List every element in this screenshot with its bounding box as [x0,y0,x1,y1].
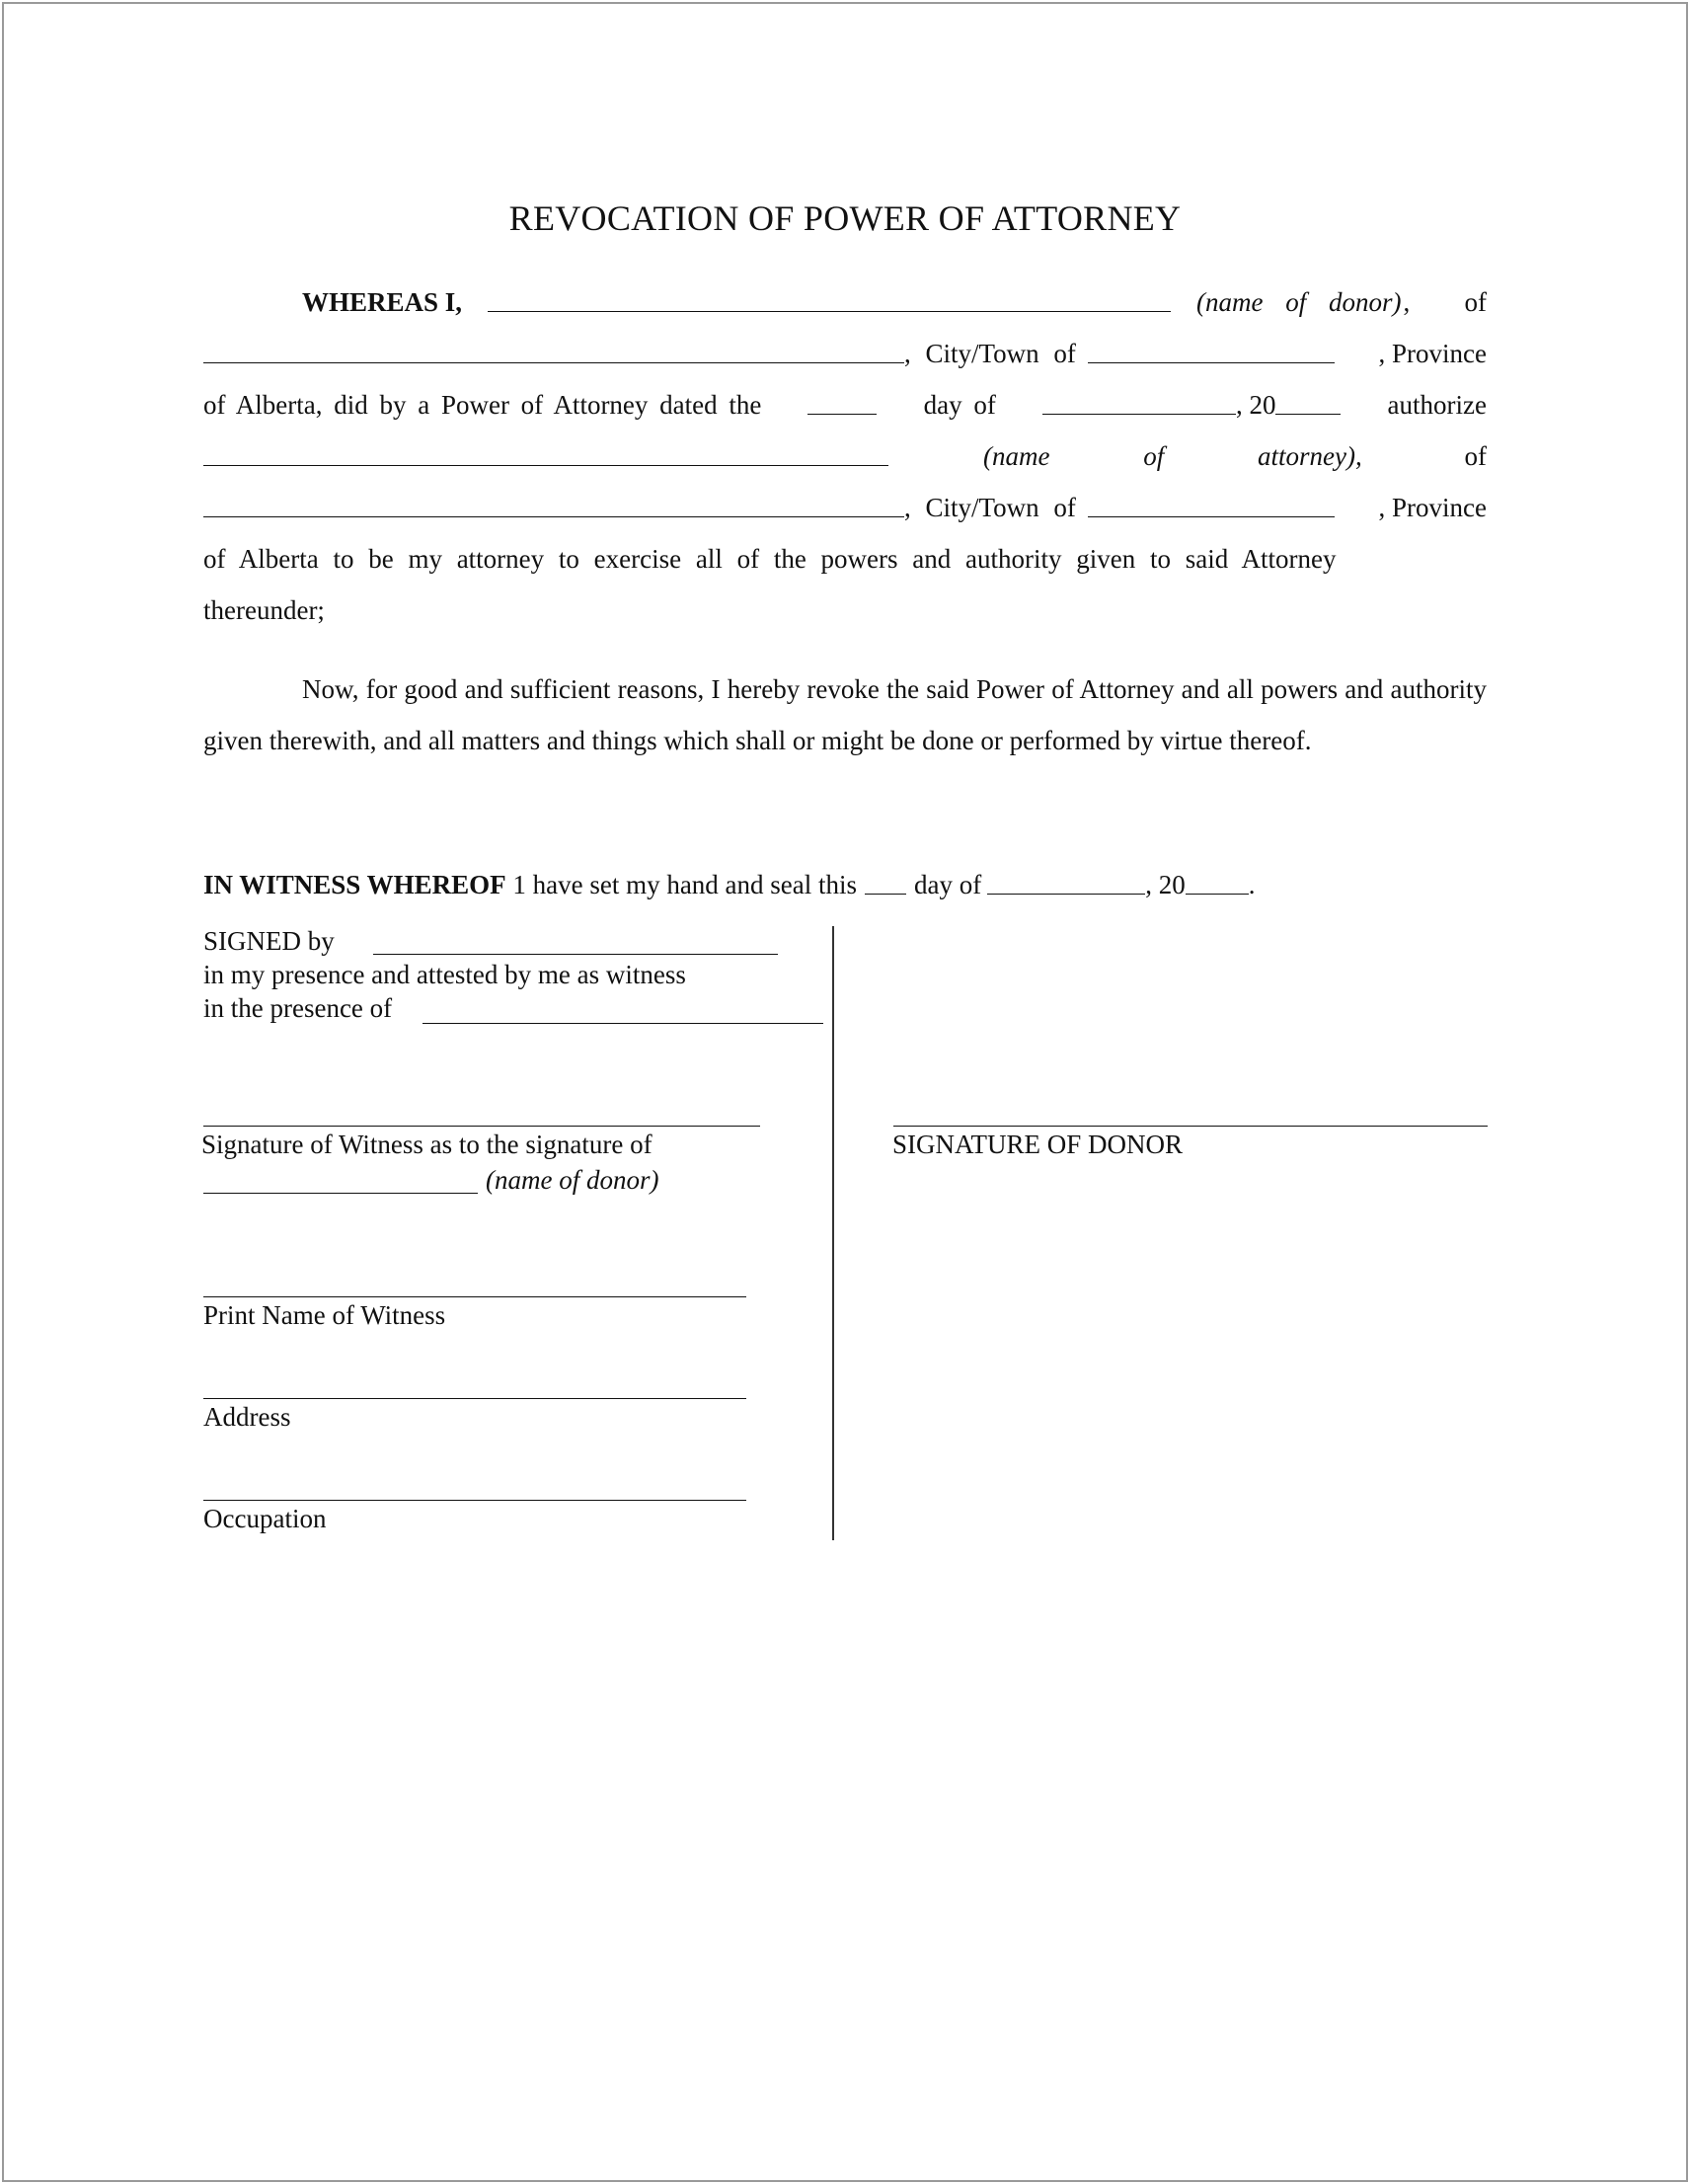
of-alberta-did-text: of Alberta, did by a Power of Attorney dated the [203,390,762,420]
witness-day-of: day of [914,870,982,899]
attorney-address-blank[interactable] [203,516,904,517]
city-town-label: , City/Town of [904,339,1076,368]
donor-signature-line[interactable] [893,1126,1488,1127]
attorney-name-blank[interactable] [203,465,888,466]
presence-of-label: in the presence of [203,993,393,1023]
witness-year-blank[interactable] [1186,894,1249,895]
signature-of-donor-label: SIGNATURE OF DONOR [892,1130,1184,1159]
witness-twenty: , 20 [1145,870,1186,899]
comma-of: , [1403,287,1411,317]
document-title: REVOCATION OF POWER OF ATTORNEY [508,198,1182,238]
attorney-city-blank[interactable] [1088,516,1335,517]
of-label: of [1464,287,1487,317]
witness-donor-name-blank[interactable] [203,1193,478,1194]
dated-month-blank[interactable] [1042,414,1236,415]
whereas-lead: WHEREAS I, [302,287,463,317]
dated-year-blank[interactable] [1275,414,1341,415]
day-of-label: day of [923,390,996,420]
print-name-line[interactable] [203,1296,746,1297]
whereas-line-6 [203,523,1487,575]
province-label: , Province [1378,339,1487,368]
signed-by-label: SIGNED by [203,926,335,956]
whereas-line-4 [203,421,1487,472]
witness-day-blank[interactable] [865,894,906,895]
address-line[interactable] [203,1398,746,1399]
column-divider [832,926,834,1540]
twenty-label: , 20 [1235,390,1276,420]
name-of-donor-label: (name of donor) [1196,287,1402,317]
whereas-line-1 [203,267,1487,318]
address-label: Address [203,1402,291,1432]
dated-day-blank[interactable] [807,414,877,415]
in-witness-whereof: IN WITNESS WHEREOF [203,870,506,899]
thereunder-text: thereunder; [203,595,325,625]
presence-of-blank[interactable] [422,1023,823,1024]
signature-of-witness-label: Signature of Witness as to the signature of [201,1130,653,1159]
donor-city-blank[interactable] [1088,362,1335,363]
occupation-line[interactable] [203,1500,746,1501]
city-town-label-2: , City/Town of [904,493,1076,522]
donor-name-blank[interactable] [488,311,1171,312]
of-alberta-to-be-text: of Alberta to be my attorney to exercise all of the powers and authority given to said Attorney [203,544,1337,574]
of-label-2: of [1464,441,1487,471]
whereas-line-3 [203,369,1487,421]
print-name-label: Print Name of Witness [203,1300,446,1330]
whereas-line-5 [203,472,1487,523]
province-label-2: , Province [1378,493,1487,522]
witness-month-blank[interactable] [987,894,1145,895]
month-year-group [1042,390,1342,421]
witness-clause [203,849,1487,900]
witness-period: . [1248,870,1256,899]
donor-address-blank[interactable] [203,362,904,363]
name-of-attorney-label: (name of attorney), [983,441,1362,471]
whereas-line-7 [203,575,1487,626]
witness-text: 1 have set my hand and seal this [505,870,858,899]
signed-by-blank[interactable] [373,954,778,955]
authorize-label: authorize [1387,390,1487,420]
witness-signature-line[interactable] [203,1126,760,1127]
whereas-line-2 [203,318,1487,369]
revocation-paragraph: Now, for good and sufficient reasons, I hereby revoke the said Power of Attorney and all powers and authority given therewith, and all matters and things which shall or might be done or performed by virtue thereof. [203,674,1487,755]
witness-name-of-donor: (name of donor) [486,1165,659,1195]
occupation-label: Occupation [203,1504,327,1533]
presence-text: in my presence and attested by me as witness [203,960,686,989]
